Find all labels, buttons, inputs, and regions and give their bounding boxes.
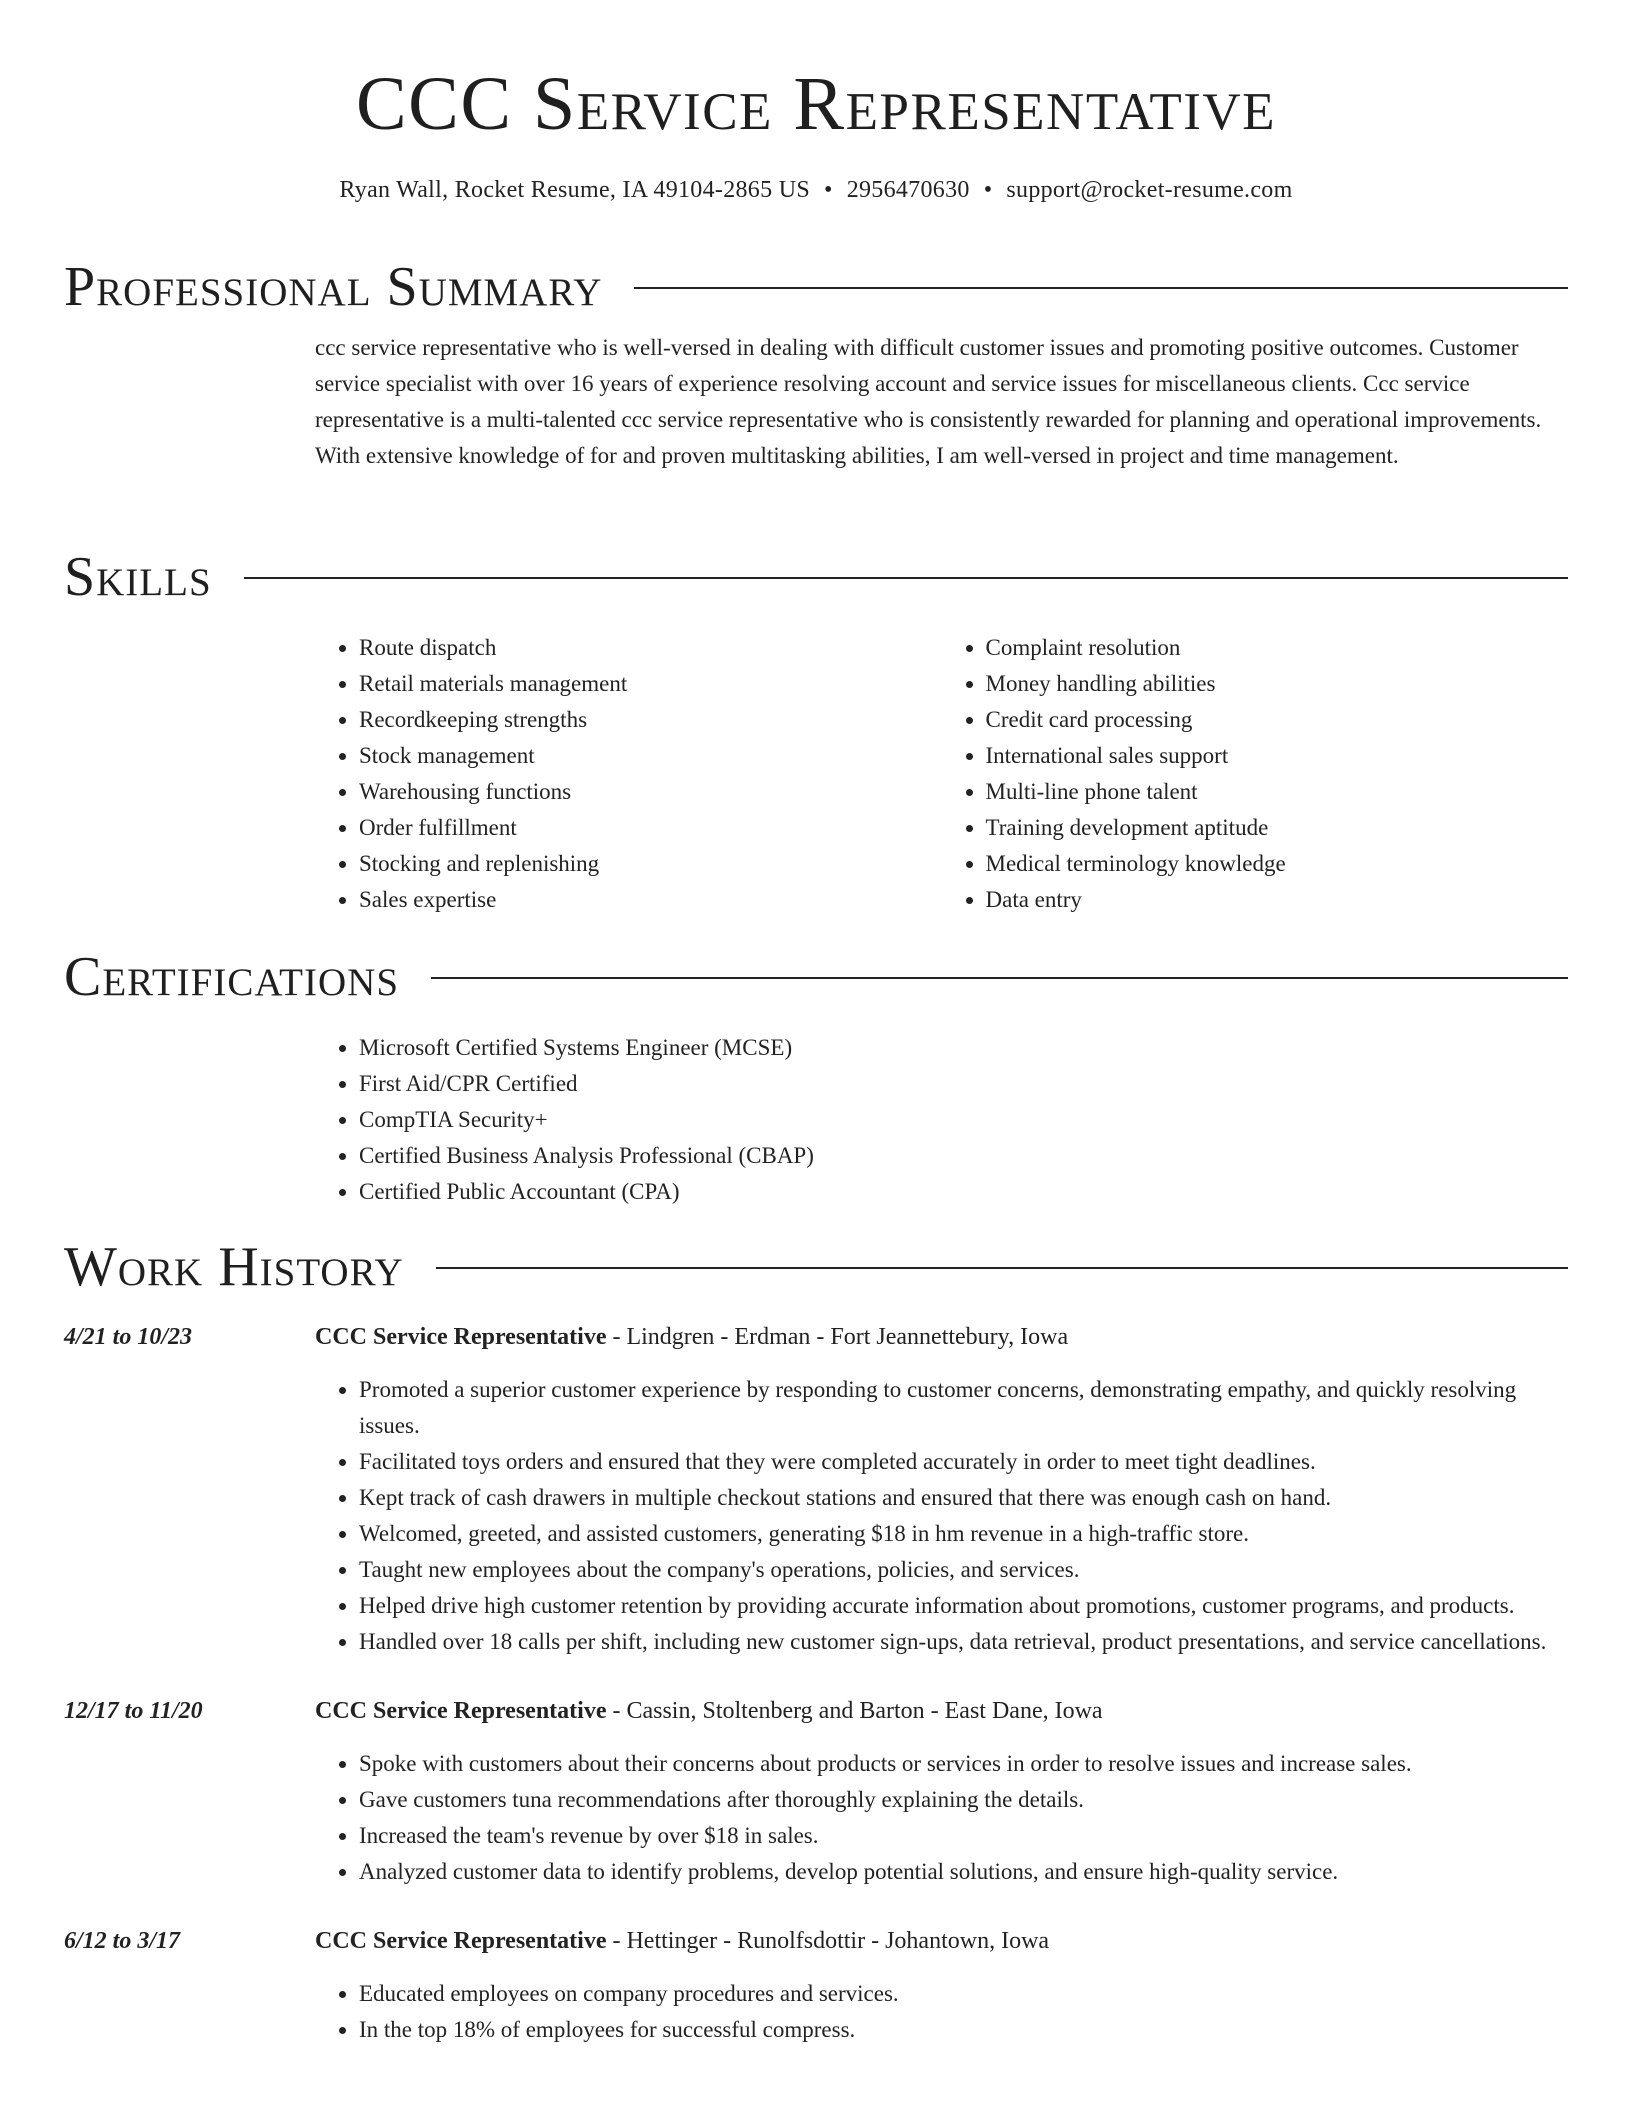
job-header bbox=[315, 1922, 1049, 1960]
section-divider bbox=[431, 977, 1568, 979]
skill-item: • Order fulfillment bbox=[359, 810, 942, 846]
certification-item: • Certified Public Accountant (CPA) bbox=[359, 1174, 1568, 1210]
job-title: CCC Service Representative bbox=[315, 1698, 607, 1724]
job-bullet: • Taught new employees about the company's operations, policies, and services. bbox=[359, 1552, 1568, 1588]
contact-line bbox=[0, 174, 1632, 206]
job-bullet: • In the top 18% of employees for successful compress. bbox=[359, 2012, 1568, 2048]
job-employer: - Lindgren - Erdman - Fort Jeannettebury, Iowa bbox=[606, 1324, 1069, 1350]
skill-item: • Retail materials management bbox=[359, 666, 942, 702]
certifications-heading: Certifications bbox=[64, 946, 400, 1008]
skills-header bbox=[64, 546, 1568, 608]
job-dates: 4/21 to 10/23 bbox=[64, 1324, 193, 1350]
job-bullets bbox=[315, 1976, 1568, 2048]
contact-phone[interactable]: 2956470630 bbox=[846, 177, 970, 203]
certifications-header bbox=[64, 946, 1568, 1008]
skill-item: • Stock management bbox=[359, 738, 942, 774]
skill-item: • Medical terminology knowledge bbox=[986, 846, 1569, 882]
skill-item: • Route dispatch bbox=[359, 630, 942, 666]
skill-item: • Stocking and replenishing bbox=[359, 846, 942, 882]
job-bullet: • Analyzed customer data to identify problems, develop potential solutions, and ensure high-quality service. bbox=[359, 1854, 1568, 1890]
resume-name: CCC Service Representative bbox=[355, 62, 1277, 146]
work-history-heading: Work History bbox=[64, 1236, 404, 1298]
job-bullet: • Handled over 18 calls per shift, including new customer sign-ups, data retrieval, product presentations, and service cancellations. bbox=[359, 1624, 1568, 1660]
contact-email[interactable]: support@rocket-resume.com bbox=[1006, 177, 1293, 203]
skill-item: • Money handling abilities bbox=[986, 666, 1569, 702]
skills-section bbox=[64, 546, 1568, 918]
job-bullet: • Kept track of cash drawers in multiple checkout stations and ensured that there was enough cash on hand. bbox=[359, 1480, 1568, 1516]
job-bullet: • Spoke with customers about their concerns about products or services in order to resolve issues and increase sales. bbox=[359, 1746, 1568, 1782]
skill-item: • Sales expertise bbox=[359, 882, 942, 918]
skill-item: • Warehousing functions bbox=[359, 774, 942, 810]
section-divider bbox=[634, 287, 1568, 289]
job-bullet: • Educated employees on company procedures and services. bbox=[359, 1976, 1568, 2012]
skills-list-left bbox=[315, 630, 942, 918]
summary-header bbox=[64, 256, 1568, 318]
certifications-section bbox=[64, 946, 1568, 1210]
contact-address: Ryan Wall, Rocket Resume, IA 49104-2865 US bbox=[339, 177, 810, 203]
job-title: CCC Service Representative bbox=[315, 1324, 607, 1350]
job-header bbox=[315, 1692, 1103, 1730]
work-history-section bbox=[64, 1236, 1568, 2048]
skills-heading: Skills bbox=[64, 546, 212, 608]
contact-separator: • bbox=[983, 177, 993, 203]
summary-text: ccc service representative who is well-versed in dealing with difficult customer issues and promoting positive outcomes. Customer service specialist with over 16 years of experience resolving account and service issues for miscellaneous clients. Ccc service representative is a multi-talented ccc service representative who is consistently rewarded for planning and operational improvements. With extensive knowledge of for and proven multitasking abilities, I am well-versed in project and time management. bbox=[315, 335, 1542, 468]
job-entry bbox=[64, 1692, 1568, 1890]
certification-item: • Certified Business Analysis Professional (CBAP) bbox=[359, 1138, 1568, 1174]
certification-item: • CompTIA Security+ bbox=[359, 1102, 1568, 1138]
skill-item: • Complaint resolution bbox=[986, 630, 1569, 666]
job-dates: 6/12 to 3/17 bbox=[64, 1928, 181, 1954]
certification-item: • Microsoft Certified Systems Engineer (MCSE) bbox=[359, 1030, 1568, 1066]
summary-heading: Professional Summary bbox=[64, 256, 603, 318]
work-history-header bbox=[64, 1236, 1568, 1298]
job-employer: - Cassin, Stoltenberg and Barton - East Dane, Iowa bbox=[606, 1698, 1103, 1724]
job-bullet: • Increased the team's revenue by over $18 in sales. bbox=[359, 1818, 1568, 1854]
section-divider bbox=[244, 577, 1568, 579]
job-header bbox=[315, 1318, 1068, 1356]
skill-item: • Recordkeeping strengths bbox=[359, 702, 942, 738]
skill-item: • Training development aptitude bbox=[986, 810, 1569, 846]
skills-grid bbox=[315, 630, 1568, 918]
job-title: CCC Service Representative bbox=[315, 1928, 607, 1954]
section-divider bbox=[436, 1267, 1568, 1269]
skills-list-right bbox=[942, 630, 1569, 918]
job-bullet: • Helped drive high customer retention by providing accurate information about promotions, customer programs, and products. bbox=[359, 1588, 1568, 1624]
job-bullet: • Promoted a superior customer experience by responding to customer concerns, demonstrating empathy, and quickly resolving issues. bbox=[359, 1372, 1568, 1444]
skill-item: • Credit card processing bbox=[986, 702, 1569, 738]
job-employer: - Hettinger - Runolfsdottir - Johantown, Iowa bbox=[606, 1928, 1050, 1954]
job-bullet: • Gave customers tuna recommendations after thoroughly explaining the details. bbox=[359, 1782, 1568, 1818]
job-bullet: • Facilitated toys orders and ensured that they were completed accurately in order to meet tight deadlines. bbox=[359, 1444, 1568, 1480]
skill-item: • Data entry bbox=[986, 882, 1569, 918]
summary-section bbox=[64, 256, 1568, 474]
job-bullets bbox=[315, 1372, 1568, 1660]
skill-item: • International sales support bbox=[986, 738, 1569, 774]
job-bullets bbox=[315, 1746, 1568, 1890]
job-entry bbox=[64, 1318, 1568, 1660]
job-bullet: • Welcomed, greeted, and assisted customers, generating $18 in hm revenue in a high-traffic store. bbox=[359, 1516, 1568, 1552]
skill-item: • Multi-line phone talent bbox=[986, 774, 1569, 810]
contact-separator: • bbox=[823, 177, 833, 203]
certification-item: • First Aid/CPR Certified bbox=[359, 1066, 1568, 1102]
certifications-list bbox=[315, 1030, 1568, 1210]
job-entry bbox=[64, 1922, 1568, 2048]
job-dates: 12/17 to 11/20 bbox=[64, 1698, 203, 1724]
